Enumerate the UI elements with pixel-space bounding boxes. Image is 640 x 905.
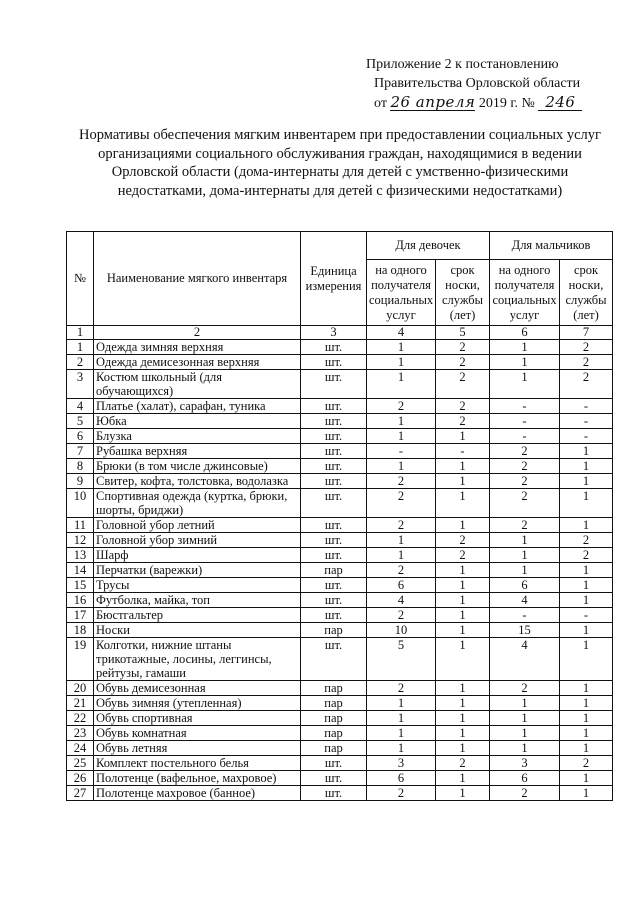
boys-quantity: 2 — [490, 444, 560, 459]
row-number: 11 — [67, 518, 94, 533]
norms-table — [66, 231, 613, 801]
boys-quantity: 1 — [490, 340, 560, 355]
girls-wear-period: 1 — [436, 474, 490, 489]
boys-wear-period: 2 — [560, 756, 613, 771]
boys-quantity: 2 — [490, 459, 560, 474]
table-row — [67, 414, 613, 429]
document-title: Нормативы обеспечения мягким инвентарем при предоставлении социальных услуг организациями социального обслуживания граждан, находящимися в ведении Орловской области (дома-интернаты для детей с умственно-физическими недостатками, дома-интернаты для детей с физическими недостатками) — [79, 127, 601, 199]
col-number: 2 — [94, 326, 301, 340]
item-name: Блузка — [94, 429, 301, 444]
row-number: 5 — [67, 414, 94, 429]
girls-wear-period: 2 — [436, 340, 490, 355]
item-name: Одежда зимняя верхняя — [94, 340, 301, 355]
item-name: Полотенце махровое (банное) — [94, 786, 301, 801]
girls-wear-period: 2 — [436, 533, 490, 548]
item-name: Одежда демисезонная верхняя — [94, 355, 301, 370]
table-row — [67, 756, 613, 771]
unit: пар — [301, 696, 367, 711]
girls-quantity: 1 — [367, 548, 436, 563]
row-number: 8 — [67, 459, 94, 474]
girls-wear-period: 1 — [436, 608, 490, 623]
girls-wear-period: 2 — [436, 355, 490, 370]
girls-wear-period: 2 — [436, 370, 490, 399]
girls-wear-period: 2 — [436, 756, 490, 771]
boys-wear-period: 1 — [560, 711, 613, 726]
boys-wear-period: 1 — [560, 696, 613, 711]
boys-quantity: - — [490, 608, 560, 623]
girls-quantity: 5 — [367, 638, 436, 681]
girls-quantity: 2 — [367, 681, 436, 696]
girls-quantity: 1 — [367, 355, 436, 370]
girls-quantity: - — [367, 444, 436, 459]
row-number: 10 — [67, 489, 94, 518]
table-row — [67, 474, 613, 489]
boys-quantity: 1 — [490, 548, 560, 563]
boys-wear-period: 1 — [560, 518, 613, 533]
appendix-line-2: Правительства Орловской области — [374, 76, 581, 91]
boys-wear-period: 1 — [560, 741, 613, 756]
unit: пар — [301, 623, 367, 638]
row-number: 2 — [67, 355, 94, 370]
row-number: 22 — [67, 711, 94, 726]
girls-quantity: 3 — [367, 756, 436, 771]
boys-wear-period: 1 — [560, 771, 613, 786]
girls-wear-period: 1 — [436, 726, 490, 741]
table-row — [67, 623, 613, 638]
unit: шт. — [301, 771, 367, 786]
unit: шт. — [301, 518, 367, 533]
row-number: 16 — [67, 593, 94, 608]
boys-wear-period: - — [560, 608, 613, 623]
col-header-girls: Для девочек — [367, 232, 490, 260]
boys-wear-period: 1 — [560, 489, 613, 518]
unit: шт. — [301, 533, 367, 548]
col-header-girls-per-recipient: на одного получателя социальных услуг — [367, 260, 436, 326]
item-name: Спортивная одежда (куртка, брюки, шорты, бриджи) — [94, 489, 301, 518]
unit: шт. — [301, 459, 367, 474]
row-number: 24 — [67, 741, 94, 756]
boys-wear-period: 1 — [560, 563, 613, 578]
unit: шт. — [301, 414, 367, 429]
boys-wear-period: 1 — [560, 623, 613, 638]
appendix-line-3 — [374, 94, 582, 113]
boys-quantity: - — [490, 414, 560, 429]
row-number: 9 — [67, 474, 94, 489]
girls-wear-period: 1 — [436, 593, 490, 608]
boys-wear-period: 2 — [560, 355, 613, 370]
col-number: 1 — [67, 326, 94, 340]
row-number: 19 — [67, 638, 94, 681]
boys-wear-period: 2 — [560, 533, 613, 548]
girls-wear-period: 1 — [436, 489, 490, 518]
girls-quantity: 2 — [367, 489, 436, 518]
row-number: 4 — [67, 399, 94, 414]
girls-wear-period: 1 — [436, 786, 490, 801]
boys-quantity: 1 — [490, 726, 560, 741]
boys-wear-period: 1 — [560, 786, 613, 801]
unit: пар — [301, 563, 367, 578]
col-number: 7 — [560, 326, 613, 340]
boys-wear-period: 1 — [560, 726, 613, 741]
boys-quantity: 1 — [490, 711, 560, 726]
boys-wear-period: 2 — [560, 548, 613, 563]
boys-wear-period: 1 — [560, 681, 613, 696]
item-name: Свитер, кофта, толстовка, водолазка — [94, 474, 301, 489]
girls-quantity: 6 — [367, 578, 436, 593]
girls-quantity: 4 — [367, 593, 436, 608]
table-row — [67, 370, 613, 399]
row-number: 27 — [67, 786, 94, 801]
girls-wear-period: 1 — [436, 681, 490, 696]
appendix-year: 2019 г. № — [478, 96, 535, 111]
girls-quantity: 1 — [367, 459, 436, 474]
table-row — [67, 711, 613, 726]
item-name: Носки — [94, 623, 301, 638]
girls-quantity: 1 — [367, 696, 436, 711]
girls-quantity: 1 — [367, 711, 436, 726]
boys-wear-period: - — [560, 429, 613, 444]
table-row — [67, 548, 613, 563]
item-name: Обувь спортивная — [94, 711, 301, 726]
boys-wear-period: 1 — [560, 593, 613, 608]
girls-quantity: 1 — [367, 340, 436, 355]
unit: шт. — [301, 474, 367, 489]
table-row — [67, 608, 613, 623]
table-row — [67, 578, 613, 593]
girls-wear-period: 2 — [436, 414, 490, 429]
table-row — [67, 741, 613, 756]
item-name: Перчатки (варежки) — [94, 563, 301, 578]
unit: шт. — [301, 399, 367, 414]
unit: шт. — [301, 340, 367, 355]
boys-quantity: 1 — [490, 696, 560, 711]
unit: пар — [301, 741, 367, 756]
boys-quantity: 2 — [490, 474, 560, 489]
table-row — [67, 696, 613, 711]
unit: пар — [301, 681, 367, 696]
boys-quantity: 2 — [490, 786, 560, 801]
row-number: 23 — [67, 726, 94, 741]
col-number: 5 — [436, 326, 490, 340]
col-header-boys: Для мальчиков — [490, 232, 613, 260]
girls-wear-period: 1 — [436, 623, 490, 638]
girls-wear-period: 1 — [436, 429, 490, 444]
row-number: 6 — [67, 429, 94, 444]
girls-quantity: 2 — [367, 563, 436, 578]
item-name: Бюстгальтер — [94, 608, 301, 623]
unit: шт. — [301, 608, 367, 623]
item-name: Полотенце (вафельное, махровое) — [94, 771, 301, 786]
girls-wear-period: 1 — [436, 578, 490, 593]
item-name: Футболка, майка, топ — [94, 593, 301, 608]
row-number: 13 — [67, 548, 94, 563]
boys-wear-period: 2 — [560, 370, 613, 399]
girls-wear-period: 1 — [436, 518, 490, 533]
girls-wear-period: 1 — [436, 638, 490, 681]
unit: шт. — [301, 489, 367, 518]
table-row — [67, 786, 613, 801]
table-row — [67, 459, 613, 474]
table-row — [67, 563, 613, 578]
girls-wear-period: 1 — [436, 459, 490, 474]
boys-quantity: 1 — [490, 563, 560, 578]
row-number: 14 — [67, 563, 94, 578]
girls-quantity: 10 — [367, 623, 436, 638]
col-header-num: № — [67, 232, 94, 326]
boys-quantity: 1 — [490, 370, 560, 399]
appendix-from-label: от — [374, 96, 387, 111]
girls-quantity: 2 — [367, 518, 436, 533]
column-numbers-row — [67, 326, 613, 340]
handwritten-date: 26 апреля — [390, 93, 476, 111]
unit: шт. — [301, 638, 367, 681]
boys-wear-period: - — [560, 399, 613, 414]
item-name: Шарф — [94, 548, 301, 563]
girls-quantity: 6 — [367, 771, 436, 786]
girls-wear-period: 2 — [436, 399, 490, 414]
boys-quantity: 3 — [490, 756, 560, 771]
boys-quantity: 2 — [490, 489, 560, 518]
row-number: 21 — [67, 696, 94, 711]
unit: шт. — [301, 355, 367, 370]
girls-quantity: 1 — [367, 726, 436, 741]
girls-quantity: 2 — [367, 608, 436, 623]
row-number: 26 — [67, 771, 94, 786]
item-name: Брюки (в том числе джинсовые) — [94, 459, 301, 474]
item-name: Комплект постельного белья — [94, 756, 301, 771]
item-name: Обувь зимняя (утепленная) — [94, 696, 301, 711]
item-name: Обувь комнатная — [94, 726, 301, 741]
table-row — [67, 355, 613, 370]
item-name: Юбка — [94, 414, 301, 429]
girls-quantity: 2 — [367, 399, 436, 414]
col-header-boys-per-recipient: на одного получателя социальных услуг — [490, 260, 560, 326]
girls-wear-period: 1 — [436, 696, 490, 711]
unit: шт. — [301, 444, 367, 459]
item-name: Рубашка верхняя — [94, 444, 301, 459]
table-row — [67, 726, 613, 741]
table-row — [67, 429, 613, 444]
boys-wear-period: 1 — [560, 474, 613, 489]
col-number: 6 — [490, 326, 560, 340]
girls-wear-period: 1 — [436, 771, 490, 786]
boys-quantity: 1 — [490, 741, 560, 756]
table-row — [67, 533, 613, 548]
boys-quantity: 6 — [490, 771, 560, 786]
unit: шт. — [301, 578, 367, 593]
boys-quantity: 1 — [490, 533, 560, 548]
item-name: Трусы — [94, 578, 301, 593]
row-number: 25 — [67, 756, 94, 771]
boys-quantity: 2 — [490, 681, 560, 696]
girls-wear-period: 1 — [436, 711, 490, 726]
boys-wear-period: 1 — [560, 459, 613, 474]
row-number: 15 — [67, 578, 94, 593]
item-name: Обувь демисезонная — [94, 681, 301, 696]
item-name: Головной убор зимний — [94, 533, 301, 548]
item-name: Головной убор летний — [94, 518, 301, 533]
boys-quantity: 2 — [490, 518, 560, 533]
boys-quantity: 4 — [490, 593, 560, 608]
girls-quantity: 1 — [367, 741, 436, 756]
girls-wear-period: 2 — [436, 548, 490, 563]
table-row — [67, 399, 613, 414]
boys-wear-period: 2 — [560, 340, 613, 355]
boys-wear-period: 1 — [560, 578, 613, 593]
girls-wear-period: 1 — [436, 741, 490, 756]
table-row — [67, 489, 613, 518]
girls-quantity: 1 — [367, 370, 436, 399]
col-number: 4 — [367, 326, 436, 340]
table-row — [67, 444, 613, 459]
row-number: 3 — [67, 370, 94, 399]
table-row — [67, 518, 613, 533]
boys-quantity: - — [490, 399, 560, 414]
girls-quantity: 1 — [367, 414, 436, 429]
row-number: 18 — [67, 623, 94, 638]
girls-quantity: 1 — [367, 429, 436, 444]
girls-wear-period: 1 — [436, 563, 490, 578]
item-name: Колготки, нижние штаны трикотажные, лосины, леггинсы, рейтузы, гамаши — [94, 638, 301, 681]
unit: пар — [301, 726, 367, 741]
row-number: 12 — [67, 533, 94, 548]
unit: шт. — [301, 548, 367, 563]
table-row — [67, 771, 613, 786]
boys-wear-period: 1 — [560, 444, 613, 459]
boys-quantity: 4 — [490, 638, 560, 681]
col-header-boys-wear-period: срок носки, службы (лет) — [560, 260, 613, 326]
unit: пар — [301, 711, 367, 726]
col-header-name: Наименование мягкого инвентаря — [94, 232, 301, 326]
unit: шт. — [301, 370, 367, 399]
unit: шт. — [301, 593, 367, 608]
boys-quantity: 6 — [490, 578, 560, 593]
unit: шт. — [301, 786, 367, 801]
item-name: Обувь летняя — [94, 741, 301, 756]
table-row — [67, 681, 613, 696]
row-number: 20 — [67, 681, 94, 696]
appendix-line-1: Приложение 2 к постановлению — [366, 57, 559, 72]
girls-quantity: 1 — [367, 533, 436, 548]
handwritten-number: 246 — [538, 94, 582, 111]
boys-wear-period: 1 — [560, 638, 613, 681]
table-row — [67, 593, 613, 608]
col-number: 3 — [301, 326, 367, 340]
item-name: Костюм школьный (для обучающихся) — [94, 370, 301, 399]
boys-quantity: 1 — [490, 355, 560, 370]
item-name: Платье (халат), сарафан, туника — [94, 399, 301, 414]
col-header-unit: Единица измерения — [301, 232, 367, 326]
girls-wear-period: - — [436, 444, 490, 459]
girls-quantity: 2 — [367, 786, 436, 801]
table-body — [67, 326, 613, 801]
row-number: 7 — [67, 444, 94, 459]
row-number: 1 — [67, 340, 94, 355]
girls-quantity: 2 — [367, 474, 436, 489]
table-row — [67, 638, 613, 681]
unit: шт. — [301, 756, 367, 771]
row-number: 17 — [67, 608, 94, 623]
table-row — [67, 340, 613, 355]
unit: шт. — [301, 429, 367, 444]
boys-quantity: 15 — [490, 623, 560, 638]
boys-quantity: - — [490, 429, 560, 444]
col-header-girls-wear-period: срок носки, службы (лет) — [436, 260, 490, 326]
boys-wear-period: - — [560, 414, 613, 429]
